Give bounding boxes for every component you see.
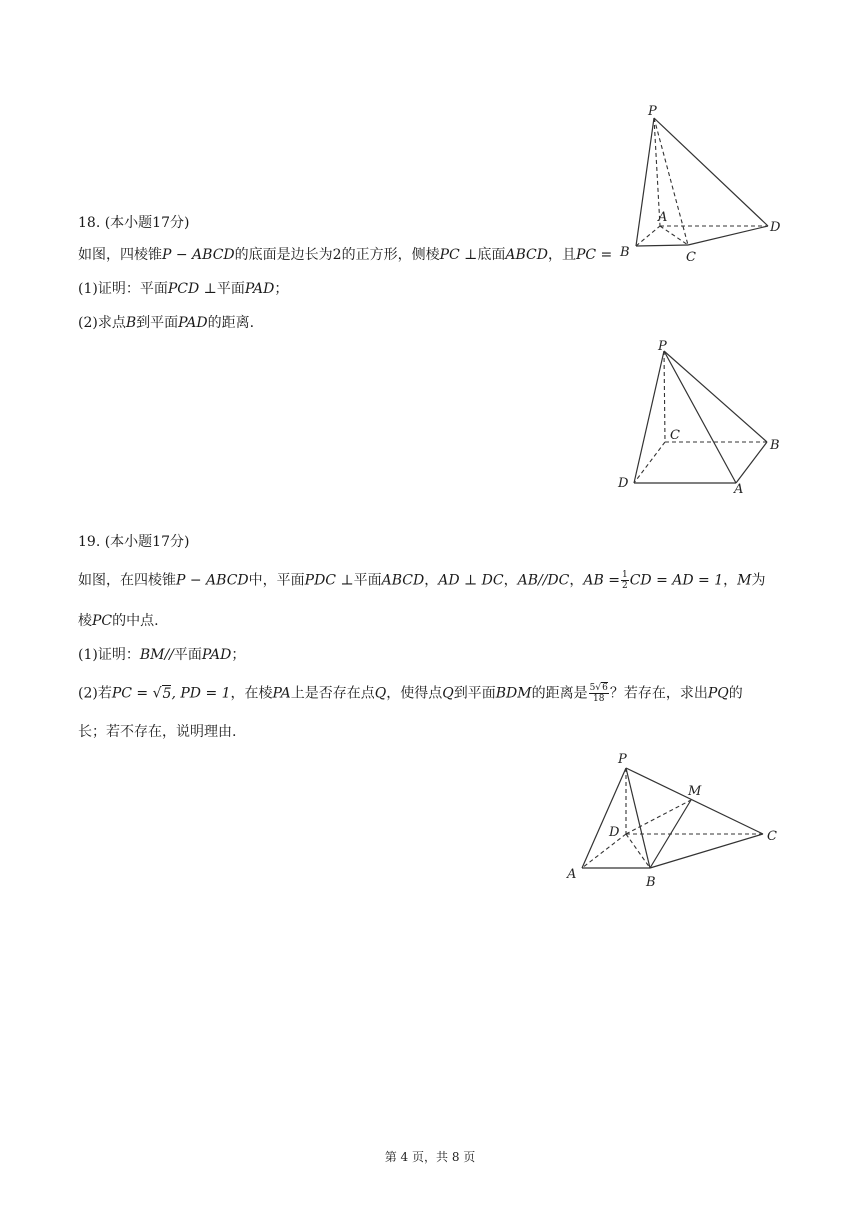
math: PC: [439, 247, 460, 263]
math: BDM: [495, 685, 532, 702]
text: 为: [751, 572, 766, 589]
text: ？若存在，求出: [609, 685, 708, 702]
label-d: D: [609, 825, 620, 840]
math: PC: [92, 613, 113, 629]
math: Q: [374, 685, 387, 702]
q18-stem: [78, 245, 612, 265]
text: 的距离是: [531, 685, 588, 702]
math: CD = AD = 1: [629, 572, 724, 589]
text: 棱: [78, 613, 92, 629]
label-m: M: [688, 784, 702, 799]
text: ，且: [547, 247, 576, 263]
math: PA: [272, 685, 291, 702]
page-footer: 第 4 页，共 8 页: [384, 1150, 476, 1164]
figure-q18-pyramid: [610, 335, 790, 500]
text: (2)若: [78, 685, 112, 702]
math: BM//: [139, 647, 174, 663]
math: PAD: [178, 315, 208, 331]
math: , PD = 1: [171, 685, 231, 702]
math: P − ABCD: [162, 247, 235, 263]
label-c: C: [767, 829, 777, 844]
text: ⊥平面: [336, 572, 382, 589]
text: 的: [728, 685, 743, 702]
math: ABCD: [381, 572, 425, 589]
text: ，使得点: [386, 685, 443, 702]
text: (1)证明：: [78, 647, 140, 663]
text: (2)求点: [78, 315, 126, 331]
math: ABCD: [505, 247, 548, 263]
q18-part2: [78, 313, 254, 333]
num-coef: 5: [589, 683, 596, 693]
label-a: A: [567, 867, 577, 882]
radicand: 5: [162, 685, 172, 702]
label-d: D: [770, 220, 781, 235]
label-c: C: [686, 250, 696, 265]
math: P − ABCD: [176, 572, 249, 589]
text: (1)证明：平面: [78, 281, 168, 297]
math: PCD: [167, 281, 200, 297]
text: 如图，四棱锥: [78, 247, 162, 263]
math: PAD: [244, 281, 275, 297]
denominator: 2: [621, 581, 628, 591]
text: =: [596, 247, 613, 263]
label-b: B: [620, 245, 630, 260]
text: ；: [274, 281, 289, 297]
label-c: C: [670, 428, 680, 443]
numerator: 1: [621, 570, 628, 580]
text: ，: [723, 572, 738, 589]
text: ，: [503, 572, 518, 589]
math: B: [125, 315, 137, 331]
text: 的中点.: [112, 613, 159, 629]
label-p: P: [648, 104, 657, 119]
text: 如图，在四棱锥: [78, 572, 176, 589]
math: AD ⊥ DC: [438, 572, 504, 589]
q19-part2-cont: 长；若不存在，说明理由.: [78, 724, 237, 740]
text: ；: [231, 647, 246, 663]
text: 到平面: [453, 685, 496, 702]
math: PAD: [201, 647, 232, 663]
math: PC: [575, 247, 597, 263]
denominator: 18: [593, 694, 605, 704]
text: ⊥平面: [199, 281, 245, 297]
q19-part1: [78, 645, 245, 665]
math: PC =: [111, 685, 153, 702]
q19-stem-line2: [78, 611, 159, 631]
sqrt-symbol: √: [152, 685, 162, 702]
text: 的距离.: [207, 315, 255, 331]
math: Q: [442, 685, 454, 702]
math: PQ: [707, 685, 729, 702]
fraction-half: [621, 570, 629, 591]
text: ，在棱: [230, 685, 273, 702]
math: AB =: [583, 572, 620, 589]
label-b: B: [646, 875, 656, 890]
label-d: D: [618, 476, 629, 491]
text: ，: [569, 572, 584, 589]
fraction-distance: [589, 683, 609, 704]
q18-header: 18. (本小题17分): [78, 215, 190, 231]
label-a: A: [658, 210, 668, 225]
q19-stem-line1: [78, 570, 766, 591]
text: 平面: [173, 647, 202, 663]
text: 上是否存在点: [290, 685, 375, 702]
math: AB//DC: [517, 572, 570, 589]
q18-part1: [78, 279, 288, 299]
label-b: B: [770, 438, 780, 453]
label-a: A: [734, 482, 744, 497]
q19-header: 19. (本小题17分): [78, 534, 190, 550]
math: PDC: [304, 572, 337, 589]
text: 中，平面: [248, 572, 305, 589]
text: ⊥底面: [459, 247, 506, 263]
figure-q19-pyramid: [560, 748, 790, 893]
math: M: [737, 572, 752, 589]
q19-part2: [78, 683, 743, 704]
text: ，: [424, 572, 439, 589]
numerator: 5√6: [589, 683, 608, 693]
text: 到平面: [136, 315, 179, 331]
num-radicand: 6: [602, 683, 608, 693]
label-p: P: [658, 339, 667, 354]
figure-q17-pyramid: [610, 100, 790, 265]
label-p: P: [618, 752, 627, 767]
text: 的底面是边长为2的正方形，侧棱: [234, 247, 440, 263]
